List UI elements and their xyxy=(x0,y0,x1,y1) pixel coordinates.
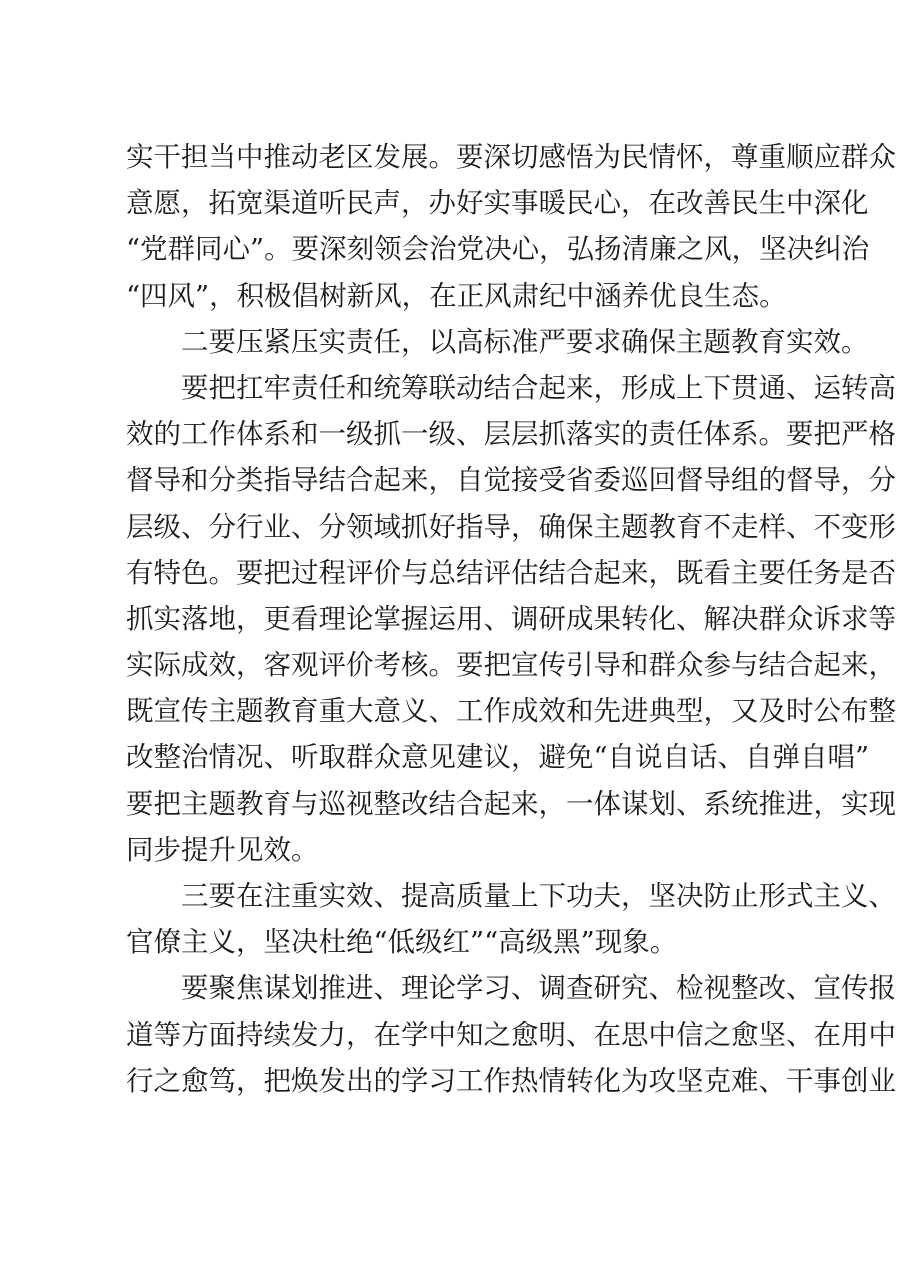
paragraph-3-line-7: 实际成效，客观评价考核。要把宣传引导和群众参与结合起来， xyxy=(126,649,896,682)
paragraph-3-line-11: 同步提升见效。 xyxy=(126,833,319,866)
section-heading-2: 二要压紧压实责任，以高标准严要求确保主题教育实效。 xyxy=(181,325,869,358)
paragraph-3-line-9: 改整治情况、听取群众意见建议，避免“自说自话、自弹自唱” xyxy=(126,741,870,774)
paragraph-3-line-4: 层级、分行业、分领域抓好指导，确保主题教育不走样、不变形 xyxy=(126,510,896,543)
paragraph-3-line-2: 效的工作体系和一级抓一级、层层抓落实的责任体系。要把严格 xyxy=(126,418,896,451)
paragraph-3-line-1: 要把扛牢责任和统筹联动结合起来，形成上下贯通、运转高 xyxy=(181,371,896,404)
paragraph-5-line-1: 要聚焦谋划推进、理论学习、调查研究、检视整改、宣传报 xyxy=(181,972,896,1005)
section-heading-3-line-1: 三要在注重实效、提高质量上下功夫，坚决防止形式主义、 xyxy=(181,880,896,912)
paragraph-3-line-6: 抓实落地，更看理论掌握运用、调研成果转化、解决群众诉求等 xyxy=(126,602,896,635)
section-heading-3-line-2: 官僚主义，坚决杜绝“低级红”“高级黑”现象。 xyxy=(126,926,678,959)
paragraph-3-line-3: 督导和分类指导结合起来，自觉接受省委巡回督导组的督导，分 xyxy=(126,464,896,497)
paragraph-3-line-8: 既宣传主题教育重大意义、工作成效和先进典型，又及时公布整 xyxy=(126,695,896,728)
paragraph-1-line-1: 实干担当中推动老区发展。要深切感悟为民情怀，尊重顺应群众 xyxy=(126,141,896,173)
paragraph-5-line-3: 行之愈笃，把焕发出的学习工作热情转化为攻坚克难、干事创业 xyxy=(126,1064,896,1097)
paragraph-3-line-10: 要把主题教育与巡视整改结合起来，一体谋划、系统推进，实现 xyxy=(126,787,896,820)
paragraph-1-line-4: “四风”，积极倡树新风，在正风肃纪中涵养优良生态。 xyxy=(126,279,787,312)
document-body xyxy=(126,134,896,1104)
paragraph-1-line-3: “党群同心”。要深刻领会治党决心，弘扬清廉之风，坚决纠治 xyxy=(126,233,870,266)
paragraph-1-line-2: 意愿，拓宽渠道听民声，办好实事暖民心，在改善民生中深化 xyxy=(126,187,869,220)
paragraph-5-line-2: 道等方面持续发力，在学中知之愈明、在思中信之愈坚、在用中 xyxy=(126,1018,896,1051)
paragraph-3-line-5: 有特色。要把过程评价与总结评估结合起来，既看主要任务是否 xyxy=(126,556,896,589)
